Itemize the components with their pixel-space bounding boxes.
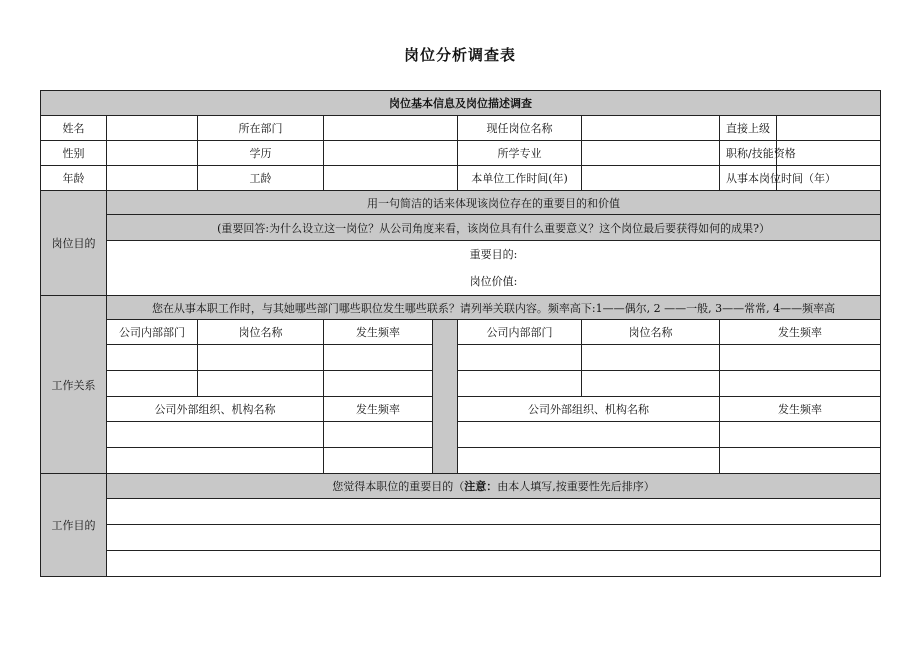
education-label: 学历: [198, 141, 324, 166]
section-header: 岗位基本信息及岗位描述调查: [41, 91, 881, 116]
supervisor-label: 直接上级: [720, 116, 777, 141]
gender-field[interactable]: [107, 141, 198, 166]
work-purpose-header-prefix: 您觉得本职位的重要目的（: [332, 480, 465, 493]
internal-dept-header-left: 公司内部部门: [107, 320, 198, 345]
major-label: 所学专业: [458, 141, 582, 166]
important-purpose-field[interactable]: 重要目的:: [107, 241, 881, 267]
seniority-label: 工龄: [198, 166, 324, 191]
position-tenure-label: 从事本岗位时间（年）: [720, 166, 777, 191]
internal-dept-header-right: 公司内部部门: [458, 320, 582, 345]
external-cell[interactable]: [458, 448, 720, 474]
gender-label: 性别: [41, 141, 107, 166]
position-name-header-left: 岗位名称: [198, 320, 324, 345]
department-label: 所在部门: [198, 116, 324, 141]
work-purpose-row[interactable]: [107, 499, 881, 525]
external-cell[interactable]: [458, 422, 720, 448]
table-row: [41, 422, 881, 448]
external-org-header-left: 公司外部组织、机构名称: [107, 397, 324, 422]
table-row: [41, 320, 881, 345]
external-cell[interactable]: [720, 448, 881, 474]
major-field[interactable]: [582, 141, 720, 166]
seniority-field[interactable]: [324, 166, 458, 191]
department-field[interactable]: [324, 116, 458, 141]
page-title: 岗位分析调查表: [403, 46, 516, 64]
position-value-field[interactable]: 岗位价值:: [107, 266, 881, 296]
table-row: [41, 371, 881, 397]
name-label: 姓名: [41, 116, 107, 141]
education-field[interactable]: [324, 141, 458, 166]
external-cell[interactable]: [107, 448, 324, 474]
job-analysis-form: [40, 90, 881, 577]
table-row: [41, 448, 881, 474]
work-purpose-row[interactable]: [107, 525, 881, 551]
internal-cell[interactable]: [458, 345, 582, 371]
age-label: 年龄: [41, 166, 107, 191]
table-row: [41, 345, 881, 371]
column-divider: [433, 320, 458, 474]
frequency-header-left: 发生频率: [324, 320, 433, 345]
age-field[interactable]: [107, 166, 198, 191]
internal-cell[interactable]: [582, 345, 720, 371]
internal-cell[interactable]: [198, 371, 324, 397]
table-row: [41, 397, 881, 422]
table-row: [41, 166, 881, 191]
title-label: 职称/技能资格: [720, 141, 777, 166]
name-field[interactable]: [107, 116, 198, 141]
internal-cell[interactable]: [720, 371, 881, 397]
internal-cell[interactable]: [582, 371, 720, 397]
frequency-header-right: 发生频率: [720, 320, 881, 345]
internal-cell[interactable]: [324, 345, 433, 371]
position-name-header-right: 岗位名称: [582, 320, 720, 345]
internal-cell[interactable]: [458, 371, 582, 397]
external-cell[interactable]: [324, 422, 433, 448]
external-org-header-right: 公司外部组织、机构名称: [458, 397, 720, 422]
work-purpose-header-suffix: 由本人填写,按重要性先后排序）: [497, 480, 655, 493]
table-row: [41, 116, 881, 141]
work-purpose-note: 注意：: [464, 480, 498, 493]
work-purpose-header: [107, 474, 881, 499]
relations-label: 工作关系: [41, 296, 107, 474]
external-cell[interactable]: [324, 448, 433, 474]
table-row: [41, 141, 881, 166]
purpose-label: 岗位目的: [41, 191, 107, 296]
internal-cell[interactable]: [107, 371, 198, 397]
external-cell[interactable]: [107, 422, 324, 448]
company-tenure-label: 本单位工作时间(年): [458, 166, 582, 191]
work-purpose-label: 工作目的: [41, 474, 107, 577]
position-field[interactable]: [582, 116, 720, 141]
company-tenure-field[interactable]: [582, 166, 720, 191]
purpose-instruction: 用一句简洁的话来体现该岗位存在的重要目的和价值: [107, 191, 881, 215]
work-purpose-row[interactable]: [107, 551, 881, 577]
position-label: 现任岗位名称: [458, 116, 582, 141]
external-cell[interactable]: [720, 422, 881, 448]
relations-instruction: 您在从事本职工作时，与其她哪些部门哪些职位发生哪些联系？请列举关联内容。频率高下:1——偶尔, 2 ——一般, 3——常常, 4——频率高: [107, 296, 881, 320]
purpose-question: (重要回答:为什么设立这一岗位？从公司角度来看，该岗位具有什么重要意义？这个岗位最后要获得如何的成果?）: [107, 215, 881, 241]
supervisor-field[interactable]: [777, 116, 881, 141]
internal-cell[interactable]: [107, 345, 198, 371]
external-frequency-header-right: 发生频率: [720, 397, 881, 422]
internal-cell[interactable]: [324, 371, 433, 397]
external-frequency-header-left: 发生频率: [324, 397, 433, 422]
internal-cell[interactable]: [198, 345, 324, 371]
internal-cell[interactable]: [720, 345, 881, 371]
